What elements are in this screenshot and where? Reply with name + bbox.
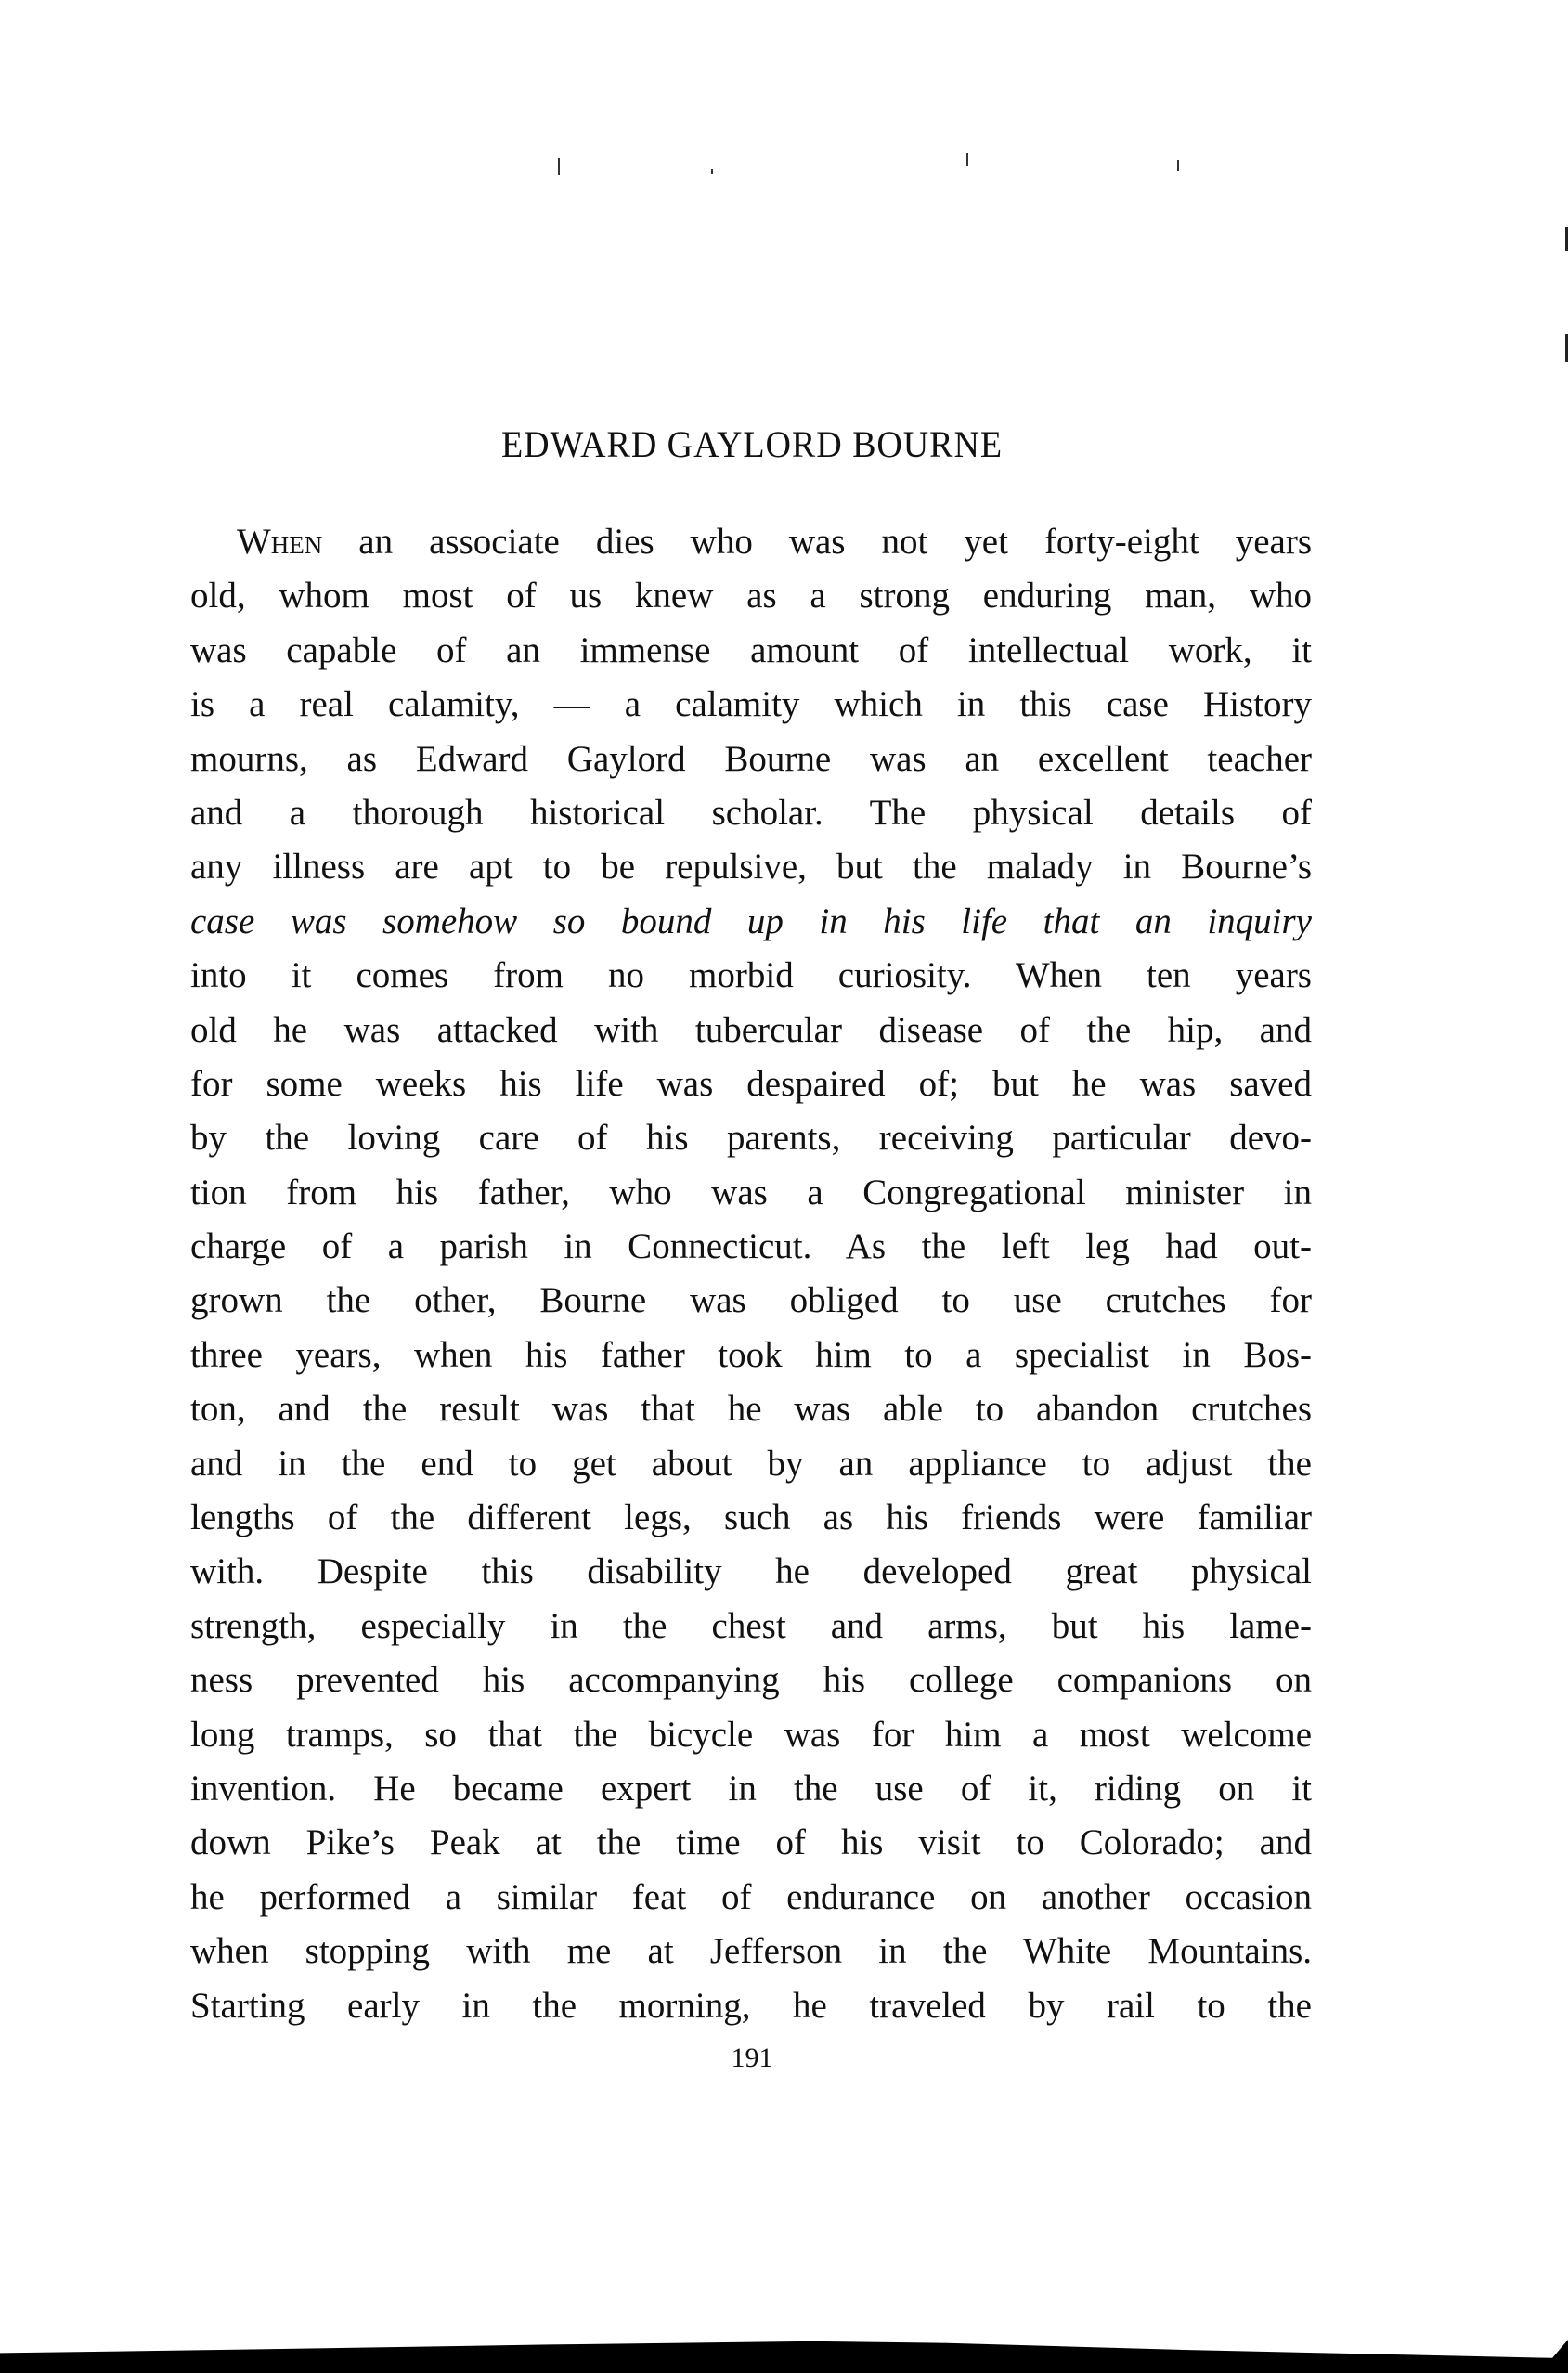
text-line: charge of a parish in Connecticut. As the left leg had out-	[190, 1226, 1312, 1267]
text-line: was capable of an immense amount of intellectual work, it	[190, 629, 1312, 670]
text-line: and a thorough historical scholar. The physical details of	[190, 792, 1312, 833]
text-line: When an associate dies who was not yet forty-eight years	[237, 522, 1312, 562]
text-line: ton, and the result was that he was able to abandon crutches	[190, 1389, 1312, 1430]
text-line: and in the end to get about by an appliance to adjust the	[190, 1443, 1312, 1484]
scan-artifact	[558, 158, 560, 175]
scan-bottom-edge	[0, 2340, 1568, 2373]
scan-artifact	[966, 153, 968, 166]
text-line: old he was attacked with tubercular disease of the hip, and	[190, 1009, 1312, 1050]
body-text	[190, 515, 1312, 2033]
text-line: any illness are apt to be repulsive, but the malady in Bourne’s	[190, 847, 1312, 888]
page-number: 191	[731, 2042, 773, 2073]
text-line: strength, especially in the chest and arms, but his lame-	[190, 1605, 1312, 1646]
text-line: old, whom most of us knew as a strong enduring man, who	[190, 576, 1312, 616]
text-line: down Pike’s Peak at the time of his visit to Colorado; and	[190, 1822, 1312, 1863]
text-line: tion from his father, who was a Congregational minister in	[190, 1172, 1312, 1212]
text-line: long tramps, so that the bicycle was for him a most welcome	[190, 1714, 1312, 1755]
scan-artifact	[711, 169, 713, 174]
drop-word: When	[237, 522, 323, 562]
text-line: with. Despite this disability he developed great physical	[190, 1551, 1312, 1592]
text-line: ness prevented his accompanying his college companions on	[190, 1660, 1312, 1701]
text-line: by the loving care of his parents, receiving particular devo-	[190, 1118, 1312, 1159]
text-line: for some weeks his life was despaired of; but he was saved	[190, 1063, 1312, 1104]
text-line: lengths of the different legs, such as his friends were familiar	[190, 1498, 1312, 1538]
scan-artifact	[1177, 160, 1179, 171]
text-line: case was somehow so bound up in his life that an inquiry	[190, 901, 1312, 941]
text-line: three years, when his father took him to a specialist in Bos-	[190, 1334, 1312, 1375]
text-line: Starting early in the morning, he traveled by rail to the	[190, 1985, 1312, 2026]
page-title: EDWARD GAYLORD BOURNE	[500, 423, 1003, 465]
text-line: mourns, as Edward Gaylord Bourne was an excellent teacher	[190, 738, 1312, 779]
text-line: invention. He became expert in the use of it, riding on it	[190, 1768, 1312, 1809]
text-line: he performed a similar feat of endurance on another occasion	[190, 1876, 1312, 1917]
text-line: is a real calamity, — a calamity which in this case History	[190, 684, 1312, 725]
text-line: when stopping with me at Jefferson in the White Mountains.	[190, 1931, 1312, 1972]
text-line: grown the other, Bourne was obliged to use crutches for	[190, 1280, 1312, 1321]
text-line: into it comes from no morbid curiosity. When ten years	[190, 955, 1312, 996]
